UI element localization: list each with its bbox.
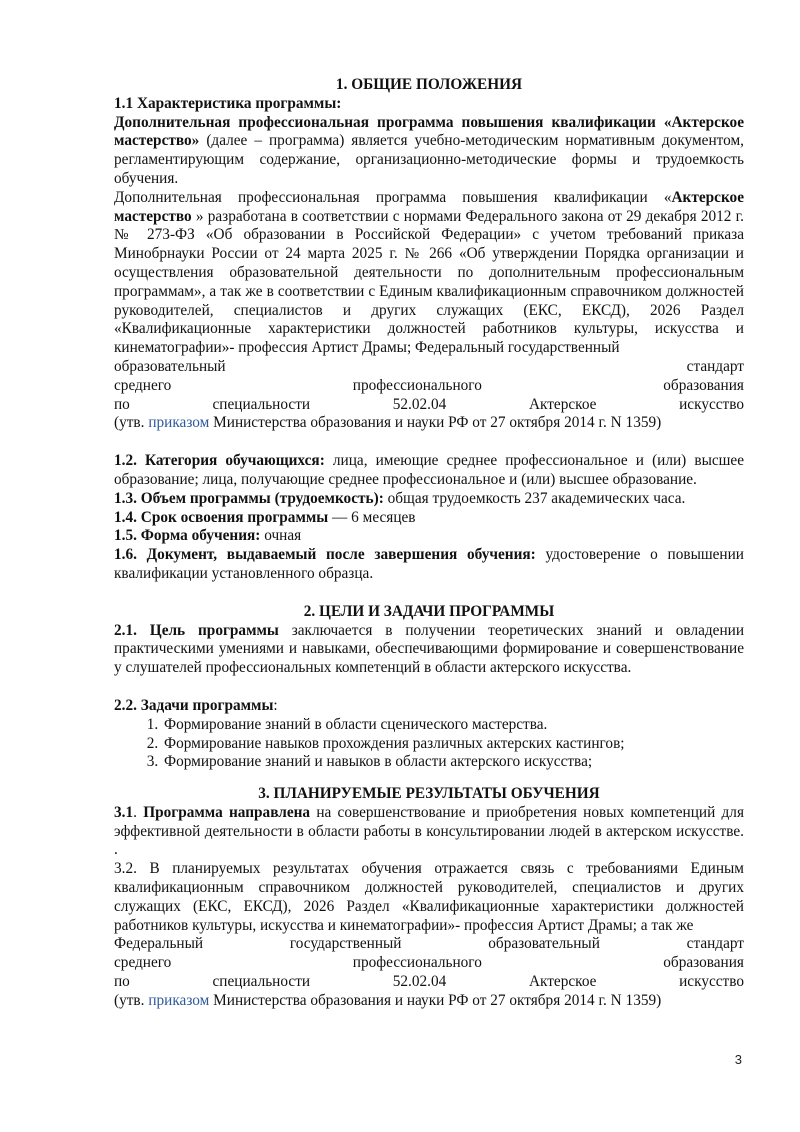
- standard-word: по: [114, 395, 130, 413]
- standard-word: профессионального: [352, 376, 482, 394]
- standard-word: искусство: [679, 973, 744, 991]
- order-reference: [114, 992, 744, 1011]
- page-content: [114, 76, 744, 1011]
- item-text: общая трудоемкость 237 академических часа.: [383, 489, 686, 507]
- tasks-list: [114, 716, 744, 772]
- standard-word: профессионального: [352, 954, 482, 972]
- standard-line-2: [114, 954, 744, 973]
- item-label: Программа направлена: [143, 803, 311, 821]
- program-goal-paragraph: [114, 622, 744, 678]
- standard-word: 52.02.04: [392, 395, 447, 413]
- standard-word: специальности: [212, 395, 311, 413]
- program-title-bold: Дополнительная профессиональная программа повышения квалификации «Актерское мастерство»: [114, 113, 744, 150]
- item-label: 1.4. Срок освоения программы: [114, 508, 329, 526]
- standard-word: Федеральный: [114, 935, 204, 953]
- item-text: очная: [260, 527, 302, 545]
- list-item: 1. Формирование знаний в области сценического мастерства.: [162, 716, 744, 735]
- standard-word: среднего: [114, 954, 172, 972]
- item-separator: .: [133, 803, 144, 821]
- program-characteristics-paragraph: [114, 114, 744, 189]
- item-text: на совершенствование и приобретения новых компетенций для эффективной деятельности в области работы в консультировании людей в актерском искусстве. .: [114, 803, 744, 859]
- list-item: 2. Формирование навыков прохождения различных актерских кастингов;: [162, 735, 744, 754]
- order-link[interactable]: приказом: [148, 991, 210, 1009]
- standard-word: Актерское: [528, 973, 597, 991]
- standard-word: государственный: [289, 935, 402, 953]
- item-1-3: [114, 490, 744, 509]
- order-reference-text-a: (утв.: [114, 414, 149, 432]
- standard-word: образовательный: [488, 935, 600, 953]
- item-1-4: [114, 509, 744, 528]
- subsection-1-1-heading: 1.1 Характеристика программы:: [114, 94, 342, 112]
- order-reference-text-b: Министерства образования и науки РФ от 27 октября 2014 г. N 1359): [209, 414, 662, 432]
- section-1-heading: 1. ОБЩИЕ ПОЛОЖЕНИЯ: [335, 76, 523, 93]
- item-1-6: [114, 546, 744, 584]
- item-number: 3.1: [114, 803, 134, 821]
- item-1-5: [114, 527, 744, 546]
- standard-word: 52.02.04: [392, 973, 447, 991]
- standard-word: по: [114, 973, 130, 991]
- program-characteristics-text: (далее – программа) является учебно-методическим нормативным документом, регламентирующим содержание, организационно-методические формы и трудоемкость обучения.: [114, 132, 744, 187]
- tasks-label: 2.2. Задачи программы: [114, 696, 274, 714]
- page-number: 3: [734, 1052, 742, 1067]
- item-label: 1.3. Объем программы (трудоемкость):: [114, 489, 384, 507]
- item-label: 1.2. Категория обучающихся:: [114, 452, 325, 470]
- spacer: [114, 584, 744, 603]
- item-text: лица, имеющие среднее профессиональное и (или) высшее образование; лица, получающие среднее профессиональное и (или) высшее образование.: [114, 452, 744, 488]
- item-text: удостоверение о повышении квалификации установленного образца.: [114, 546, 744, 582]
- standard-line-1: [114, 935, 744, 954]
- order-reference-text-b: Министерства образования и науки РФ от 27 октября 2014 г. N 1359): [209, 991, 662, 1009]
- spacer: [114, 433, 744, 452]
- item-1-2: [114, 452, 744, 490]
- section-3-heading: 3. ПЛАНИРУЕМЫЕ РЕЗУЛЬТАТЫ ОБУЧЕНИЯ: [258, 785, 600, 803]
- standard-word: специальности: [212, 973, 311, 991]
- standard-word: Актерское: [528, 395, 597, 413]
- standard-word: среднего: [114, 376, 172, 394]
- standard-line-2: [114, 377, 744, 396]
- goal-label: 2.1. Цель программы: [114, 621, 279, 639]
- tasks-heading: [114, 697, 744, 716]
- spacer: [114, 772, 744, 785]
- goal-text: заключается в получении теоретических знаний и овладении практическими умениями и навыками, обеспечивающими формирование и совершенствование у слушателей профессиональных компетенций в области актерского искусства.: [114, 621, 745, 677]
- results-3-1-paragraph: [114, 804, 744, 860]
- item-text: — 6 месяцев: [328, 508, 416, 526]
- section-2-heading: 2. ЦЕЛИ И ЗАДАЧИ ПРОГРАММЫ: [303, 602, 555, 620]
- spacer: [114, 678, 744, 697]
- order-reference: [114, 414, 744, 433]
- tasks-colon: :: [273, 696, 278, 714]
- item-label: 1.5. Форма обучения:: [114, 527, 261, 545]
- program-basis-text-b: » разработана в соответствии с нормами Федерального закона от 29 декабря 2012 г. № 273-ФЗ «Об образовании в Российской Федерации» с учетом требований приказа Минобрнауки России от 24 марта 2025 г. № 266 «Об утверждении Порядка организации и осуществления образовательной деятельности по дополнительным профессиональным программам», а так же в соответствии с Единым квалификационным справочником должностей руководителей, специалистов и других служащих (ЕКС, ЕКСД), 2026 Раздел «Квалификационные характеристики должностей работников культуры, искусства и кинематографии»- профессия Артист Драмы; Федеральный государственный: [114, 207, 744, 357]
- order-reference-text-a: (утв.: [114, 991, 149, 1009]
- order-link[interactable]: приказом: [148, 414, 210, 432]
- standard-line-1: [114, 358, 744, 377]
- standard-word: образования: [663, 954, 744, 972]
- standard-word: образования: [663, 376, 744, 394]
- standard-line-3: [114, 396, 744, 415]
- standard-word: искусство: [679, 395, 744, 413]
- program-basis-paragraph: [114, 189, 744, 358]
- results-3-2-paragraph: 3.2. В планируемых результатах обучения отражается связь с требованиями Единым квалификационным справочником должностей руководителей, специалистов и других служащих (ЕКС, ЕКСД), 2026 Раздел «Квалификационные характеристики должностей работников культуры, искусства и кинематографии»- профессия Артист Драмы; а так же: [114, 860, 744, 934]
- list-item: 3. Формирование знаний и навыков в области актерского искусства;: [162, 753, 744, 772]
- item-label: 1.6. Документ, выдаваемый после завершения обучения:: [114, 546, 536, 564]
- standard-word: стандарт: [686, 935, 744, 953]
- program-name-bold: Актерское мастерство: [114, 188, 744, 225]
- standard-word: стандарт: [686, 357, 744, 375]
- standard-line-3: [114, 973, 744, 992]
- standard-word: образовательный: [114, 357, 226, 375]
- program-basis-text-a: Дополнительная профессиональная программа повышения квалификации «: [114, 188, 672, 206]
